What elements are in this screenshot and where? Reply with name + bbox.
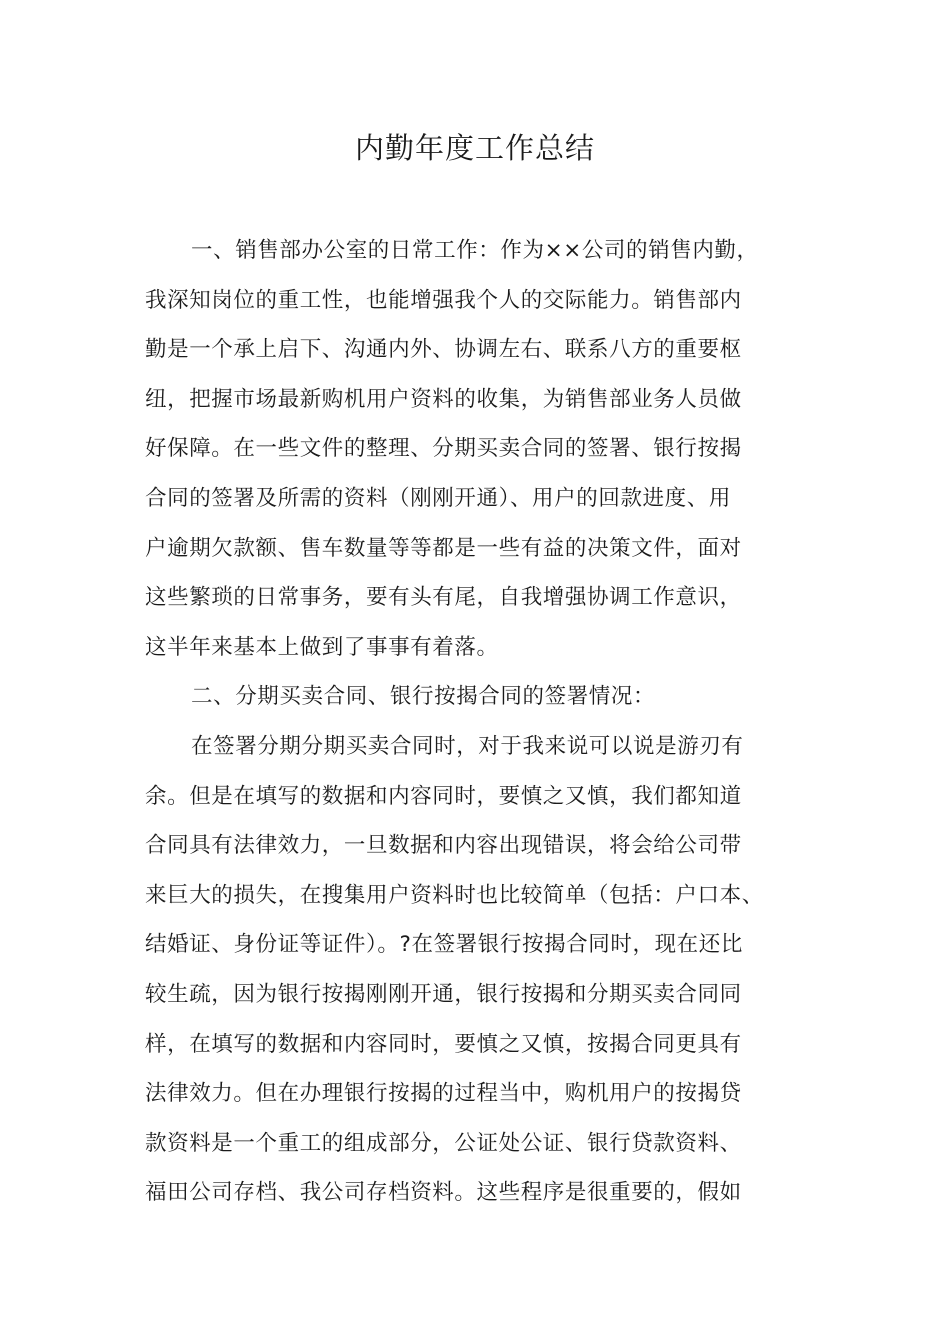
paragraph-line: 勤是一个承上启下、沟通内外、协调左右、联系八方的重要枢 — [145, 337, 742, 363]
document-title: 内勤年度工作总结 — [354, 131, 595, 165]
paragraph-line: 样，在填写的数据和内容同时，要慎之又慎，按揭合同更具有 — [145, 1031, 742, 1057]
paragraph-line: 来巨大的损失，在搜集用户资料时也比较简单（包括：户口本、 — [145, 882, 764, 908]
paragraph-line: 法律效力。但在办理银行按揭的过程当中，购机用户的按揭贷 — [145, 1081, 742, 1107]
paragraph-line: 户逾期欠款额、售车数量等等都是一些有益的决策文件，面对 — [145, 535, 742, 561]
paragraph-line: 纽，把握市场最新购机用户资料的收集，为销售部业务人员做 — [145, 386, 742, 412]
paragraph-line: 一、销售部办公室的日常工作：作为××公司的销售内勤， — [191, 238, 759, 263]
paragraph-line: 好保障。在一些文件的整理、分期买卖合同的签署、银行按揭 — [145, 436, 742, 462]
section-heading: 二、分期买卖合同、银行按揭合同的签署情况： — [191, 684, 656, 710]
paragraph-line: 款资料是一个重工的组成部分，公证处公证、银行贷款资料、 — [145, 1130, 742, 1156]
paragraph-line: 合同具有法律效力，一旦数据和内容出现错误，将会给公司带 — [145, 833, 742, 859]
paragraph-line: 这半年来基本上做到了事事有着落。 — [145, 634, 499, 660]
paragraph-line: 在签署分期分期买卖合同时，对于我来说可以说是游刃有 — [191, 733, 744, 759]
paragraph-line: 余。但是在填写的数据和内容同时，要慎之又慎，我们都知道 — [145, 783, 742, 809]
paragraph-line: 我深知岗位的重工性，也能增强我个人的交际能力。销售部内 — [145, 287, 742, 313]
paragraph-line: 这些繁琐的日常事务，要有头有尾，自我增强协调工作意识， — [145, 585, 742, 611]
paragraph-line: 较生疏，因为银行按揭刚刚开通，银行按揭和分期买卖合同同 — [145, 981, 742, 1007]
paragraph-line: 结婚证、身份证等证件）。?在签署银行按揭合同时，现在还比 — [145, 932, 743, 958]
document-body — [145, 226, 825, 1218]
paragraph-line: 合同的签署及所需的资料（刚刚开通）、用户的回款进度、用 — [145, 485, 731, 511]
paragraph-line: 福田公司存档、我公司存档资料。这些程序是很重要的，假如 — [145, 1180, 742, 1206]
